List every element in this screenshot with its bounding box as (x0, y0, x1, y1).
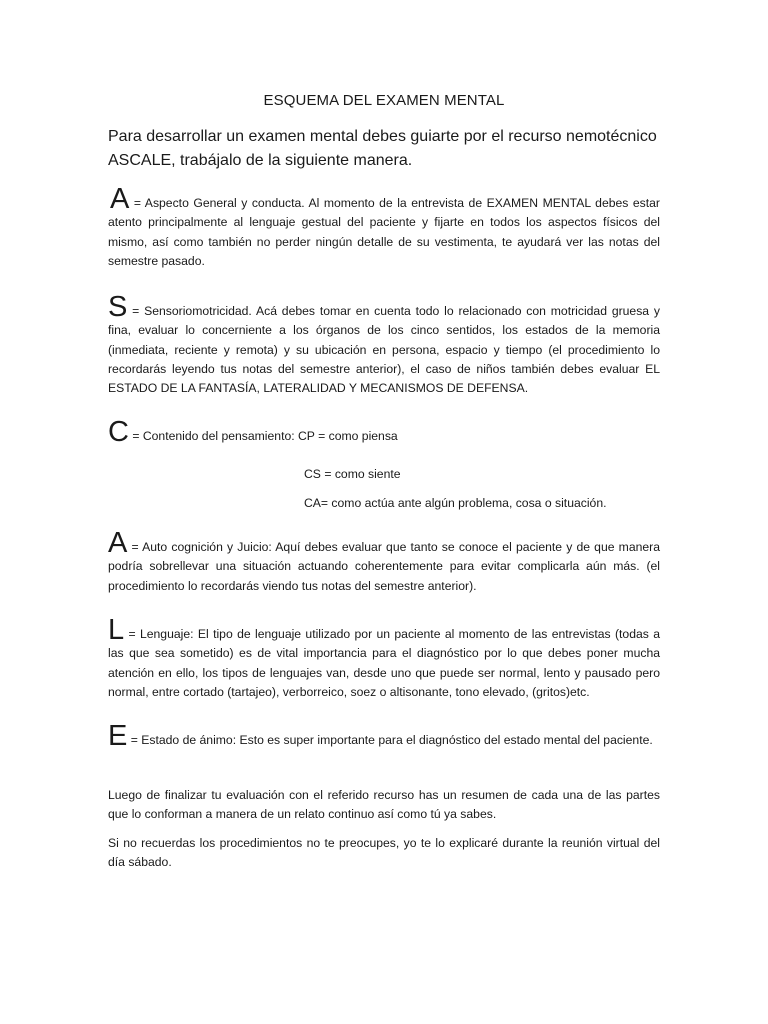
section-letter: E (108, 720, 128, 752)
section-text: = Lenguaje: El tipo de lenguaje utilizado por un paciente al momento de las entrevistas (todas a las que sea sometido) es de vital importancia para el diagnóstico por lo que debes poner mucha atención en ello, los tipos de lenguajes van, desde uno que puede ser normal, lento y pausado pero normal, entre cortado (tartajeo), verborreico, soez o altisonante, tono elevado, (gritos)etc. (108, 627, 660, 699)
closing-paragraph: Luego de finalizar tu evaluación con el referido recurso has un resumen de cada una de las partes que lo conforman a manera de un relato continuo así como tú ya sabes. (108, 788, 660, 822)
closing-paragraph: Si no recuerdas los procedimientos no te preocupes, yo te lo explicaré durante la reunión virtual del día sábado. (108, 836, 660, 870)
section-letter: A (108, 527, 128, 559)
section-text: = Estado de ánimo: Esto es super importante para el diagnóstico del estado mental del paciente. (130, 733, 653, 747)
section-aspecto-general (108, 183, 660, 271)
section-text: = Contenido del pensamiento: CP = como piensa (132, 429, 398, 443)
section-sensoriomotricidad (108, 291, 660, 398)
page-title: ESQUEMA DEL EXAMEN MENTAL (263, 92, 505, 109)
section-text: = Sensoriomotricidad. Acá debes tomar en cuenta todo lo relacionado con motricidad gruesa y fina, evaluar lo concerniente a los órganos de los cinco sentidos, los estados de la memoria (inmediata, reciente y remota) y su ubicación en persona, espacio y tiempo (el procedimiento lo recordarás leyendo tus notas del semestre anterior), el caso de niños también debes evaluar EL ESTADO DE LA FANTASÍA, LATERALIDAD Y MECANISMOS DE DEFENSA. (108, 304, 660, 396)
section-auto-cognicion (108, 527, 660, 596)
section-text: = Aspecto General y conducta. Al momento de la entrevista de EXAMEN MENTAL debes estar atento principalmente al lenguaje gestual del paciente y fijarte en todos los aspectos físicos del mismo, así como también no perder ningún detalle de su vestimenta, te ayudará ver las notas del semestre pasado. (108, 196, 660, 268)
section-letter: C (108, 416, 129, 448)
section-text: = Auto cognición y Juicio: Aquí debes evaluar que tanto se conoce el paciente y de que manera podría sobrellevar una situación actuando coherentemente para evitar complicarla aún más. (el procedimiento lo recordarás viendo tus notas del semestre anterior). (108, 540, 660, 593)
intro-paragraph: Para desarrollar un examen mental debes guiarte por el recurso nemotécnico ASCALE, trabájalo de la siguiente manera. (108, 128, 657, 169)
section-estado-animo (108, 720, 660, 752)
subline-ca: CA= como actúa ante algún problema, cosa o situación. (304, 496, 607, 510)
section-letter: L (108, 614, 125, 646)
subline-cs: CS = como siente (304, 467, 401, 481)
section-letter: A (110, 183, 130, 215)
section-letter: S (108, 291, 128, 323)
section-contenido-pensamiento (108, 416, 660, 448)
section-lenguaje (108, 614, 660, 702)
